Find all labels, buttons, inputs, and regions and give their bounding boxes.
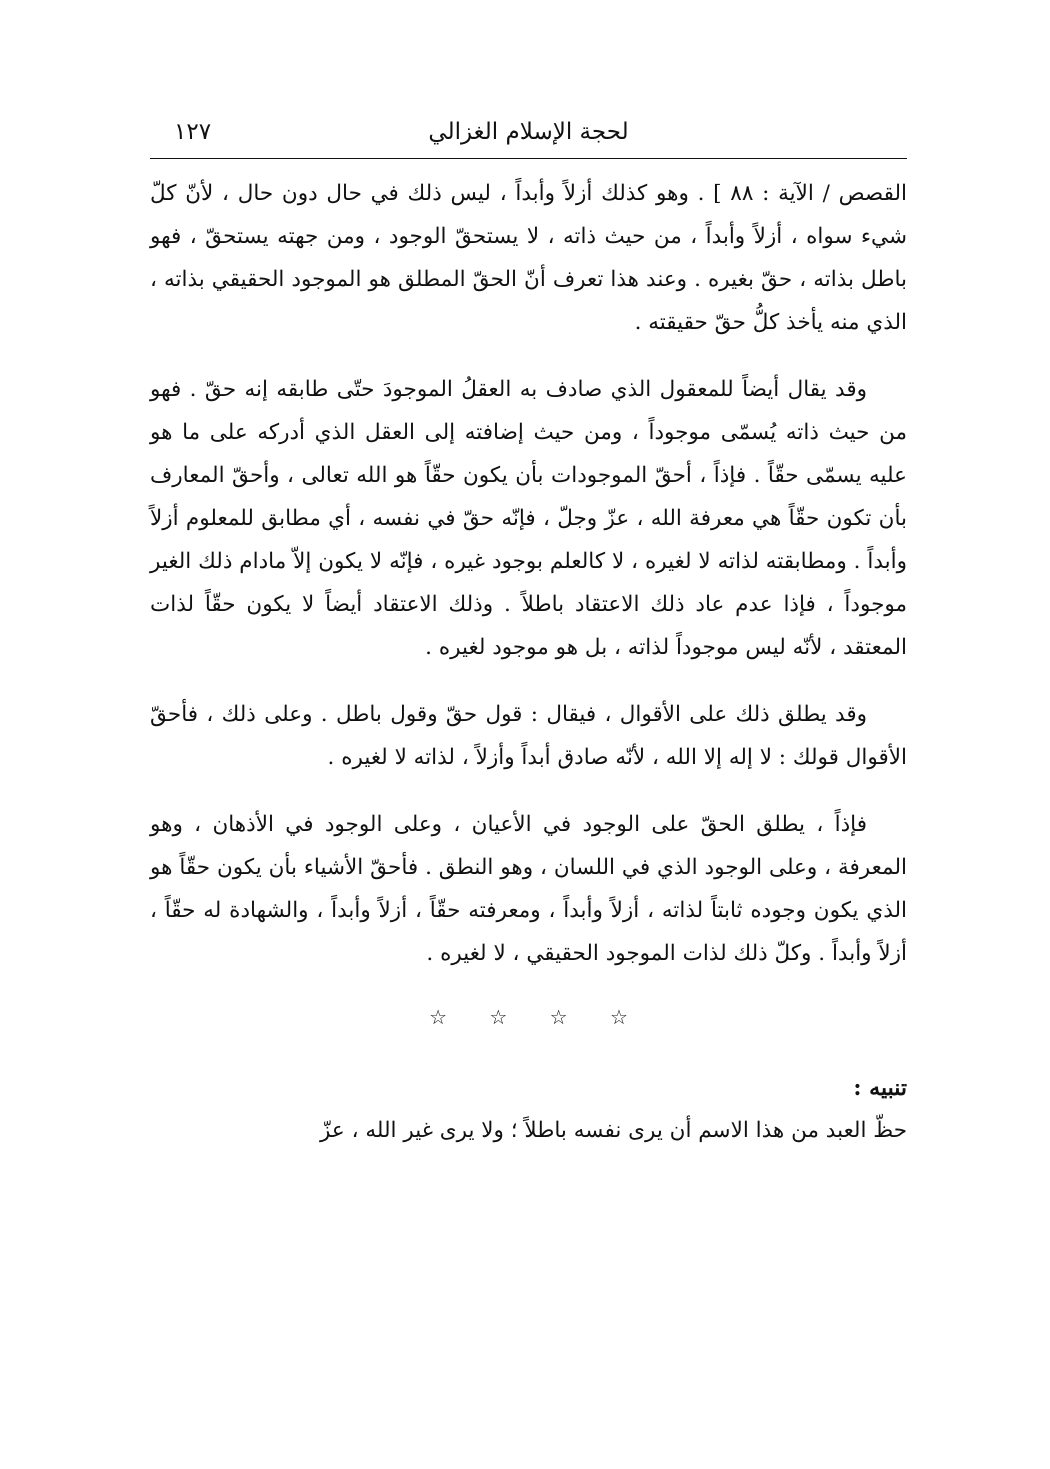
paragraph-3: وقد يطلق ذلك على الأقوال ، فيقال : قول حقّ وقول باطل . وعلى ذلك ، فأحقّ الأقوال قولك : لا إله إلا الله ، لأنّه صادق أبداً وأزلاً ، لذاته لا لغيره . [150,702,907,770]
note-text: حظّ العبد من هذا الاسم أن يرى نفسه باطلاً ؛ ولا يرى غير الله ، عزّ [320,1118,907,1143]
paragraph-gap [150,669,907,693]
header-divider [150,158,907,159]
paragraph-gap [150,779,907,803]
paragraph-4: فإذاً ، يطلق الحقّ على الوجود في الأعيان ، وعلى الوجود في الأذهان ، وهو المعرفة ، وعلى الوجود الذي في اللسان ، وهو النطق . فأحقّ الأشياء بأن يكون حقّاً هو الذي يكون وجوده ثابتاً لذاته ، أزلاً وأبداً ، ومعرفته حقّاً ، أزلاً وأبداً ، والشهادة له حقّاً ، أزلاً وأبداً . وكلّ ذلك لذات الموجود الحقيقي ، لا لغيره . [150,812,907,966]
book-page [150,0,907,1469]
header-title: لحجة الإسلام الغزالي [428,119,629,145]
page-number: ١٢٧ [174,119,212,145]
section-separator-stars: ☆ ☆ ☆ ☆ [429,1005,628,1029]
paragraph-2: وقد يقال أيضاً للمعقول الذي صادف به العقلُ الموجودَ حتّى طابقه إنه حقّ . فهو من حيث ذاته يُسمّى موجوداً ، ومن حيث إضافته إلى العقل الذي أدركه على ما هو عليه يسمّى حقّاً . فإذاً ، أحقّ الموجودات بأن يكون حقّاً هو الله تعالى ، وأحقّ المعارف بأن تكون حقّاً هي معرفة الله ، عزّ وجلّ ، فإنّه حقّ في نفسه ، أي مطابق للمعلوم أزلاً وأبداً . ومطابقته لذاته لا لغيره ، لا كالعلم بوجود غيره ، فإنّه لا يكون إلاّ مادام ذلك الغير موجوداً ، فإذا عدم عاد ذلك الاعتقاد باطلاً . وذلك الاعتقاد أيضاً لا يكون حقّاً لذات المعتقد ، لأنّه ليس موجوداً لذاته ، بل هو موجود لغيره . [150,377,907,660]
paragraph-1: القصص / الآية : ٨٨ ] . وهو كذلك أزلاً وأبداً ، ليس ذلك في حال دون حال ، لأنّ كلّ شيء سواه ، أزلاً وأبداً ، من حيث ذاته ، لا يستحقّ الوجود ، ومن جهته يستحقّ ، فهو باطل بذاته ، حقّ بغيره . وعند هذا تعرف أنّ الحقّ المطلق هو الموجود الحقيقي بذاته ، الذي منه يأخذ كلُّ حقّ حقيقته . [150,181,907,335]
running-header [150,112,907,156]
body-text [150,172,907,1152]
note-heading: تنبيه : [853,1075,907,1101]
paragraph-gap [150,344,907,368]
